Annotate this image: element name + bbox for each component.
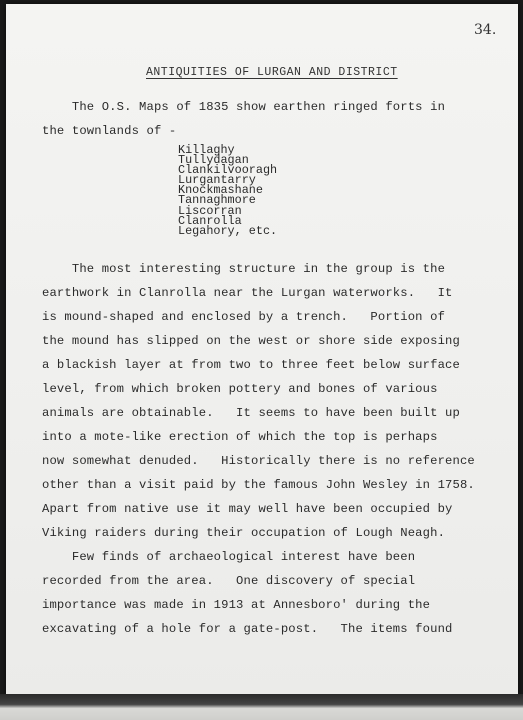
paragraph-line: Viking raiders during their occupation of Lough Neagh.	[42, 526, 446, 540]
page-number: 34.	[474, 22, 497, 38]
paragraph-line: excavating of a hole for a gate-post. The items found	[42, 622, 453, 636]
paragraph-line: Apart from native use it may well have been occupied by	[42, 502, 453, 516]
paragraph-line: other than a visit paid by the famous John Wesley in 1758.	[42, 478, 475, 492]
document-title: ANTIQUITIES OF LURGAN AND DISTRICT	[146, 66, 398, 79]
list-item: Killaghy	[178, 143, 235, 157]
paragraph-line: animals are obtainable. It seems to have been built up	[42, 406, 460, 420]
paragraph-line: is mound-shaped and enclosed by a trench. Portion of	[42, 310, 446, 324]
paragraph-line: importance was made in 1913 at Annesboro' during the	[42, 598, 431, 612]
document-page	[6, 4, 518, 698]
paragraph-line: The O.S. Maps of 1835 show earthen ringed forts in	[42, 100, 446, 114]
background-sheet	[0, 694, 523, 720]
paragraph-line: The most interesting structure in the group is the	[42, 262, 446, 276]
paragraph-line: now somewhat denuded. Historically there is no reference	[42, 454, 475, 468]
paragraph-line: recorded from the area. One discovery of special	[42, 574, 416, 588]
list-item: Liscorran	[178, 203, 242, 218]
list-item: Lurgantarry	[178, 173, 256, 188]
paragraph-line: the townlands of -	[42, 124, 177, 138]
list-item: Legahory, etc.	[178, 223, 278, 238]
list-item: Tannaghmore	[178, 193, 256, 208]
list-item: Knockmashane	[178, 183, 263, 198]
paragraph-line: into a mote-like erection of which the top is perhaps	[42, 430, 438, 444]
list-item: Clankilvooragh	[178, 163, 278, 178]
paragraph-line: the mound has slipped on the west or shore side exposing	[42, 334, 460, 348]
paragraph-line: a blackish layer at from two to three feet below surface	[42, 358, 460, 372]
paragraph-line: earthwork in Clanrolla near the Lurgan waterworks. It	[42, 286, 453, 300]
paragraph-line: Few finds of archaeological interest have been	[42, 550, 416, 564]
list-item: Clanrolla	[178, 213, 242, 228]
townland-list	[178, 145, 277, 236]
list-item: Tullydagan	[178, 153, 249, 168]
paragraph-line: level, from which broken pottery and bones of various	[42, 382, 438, 396]
